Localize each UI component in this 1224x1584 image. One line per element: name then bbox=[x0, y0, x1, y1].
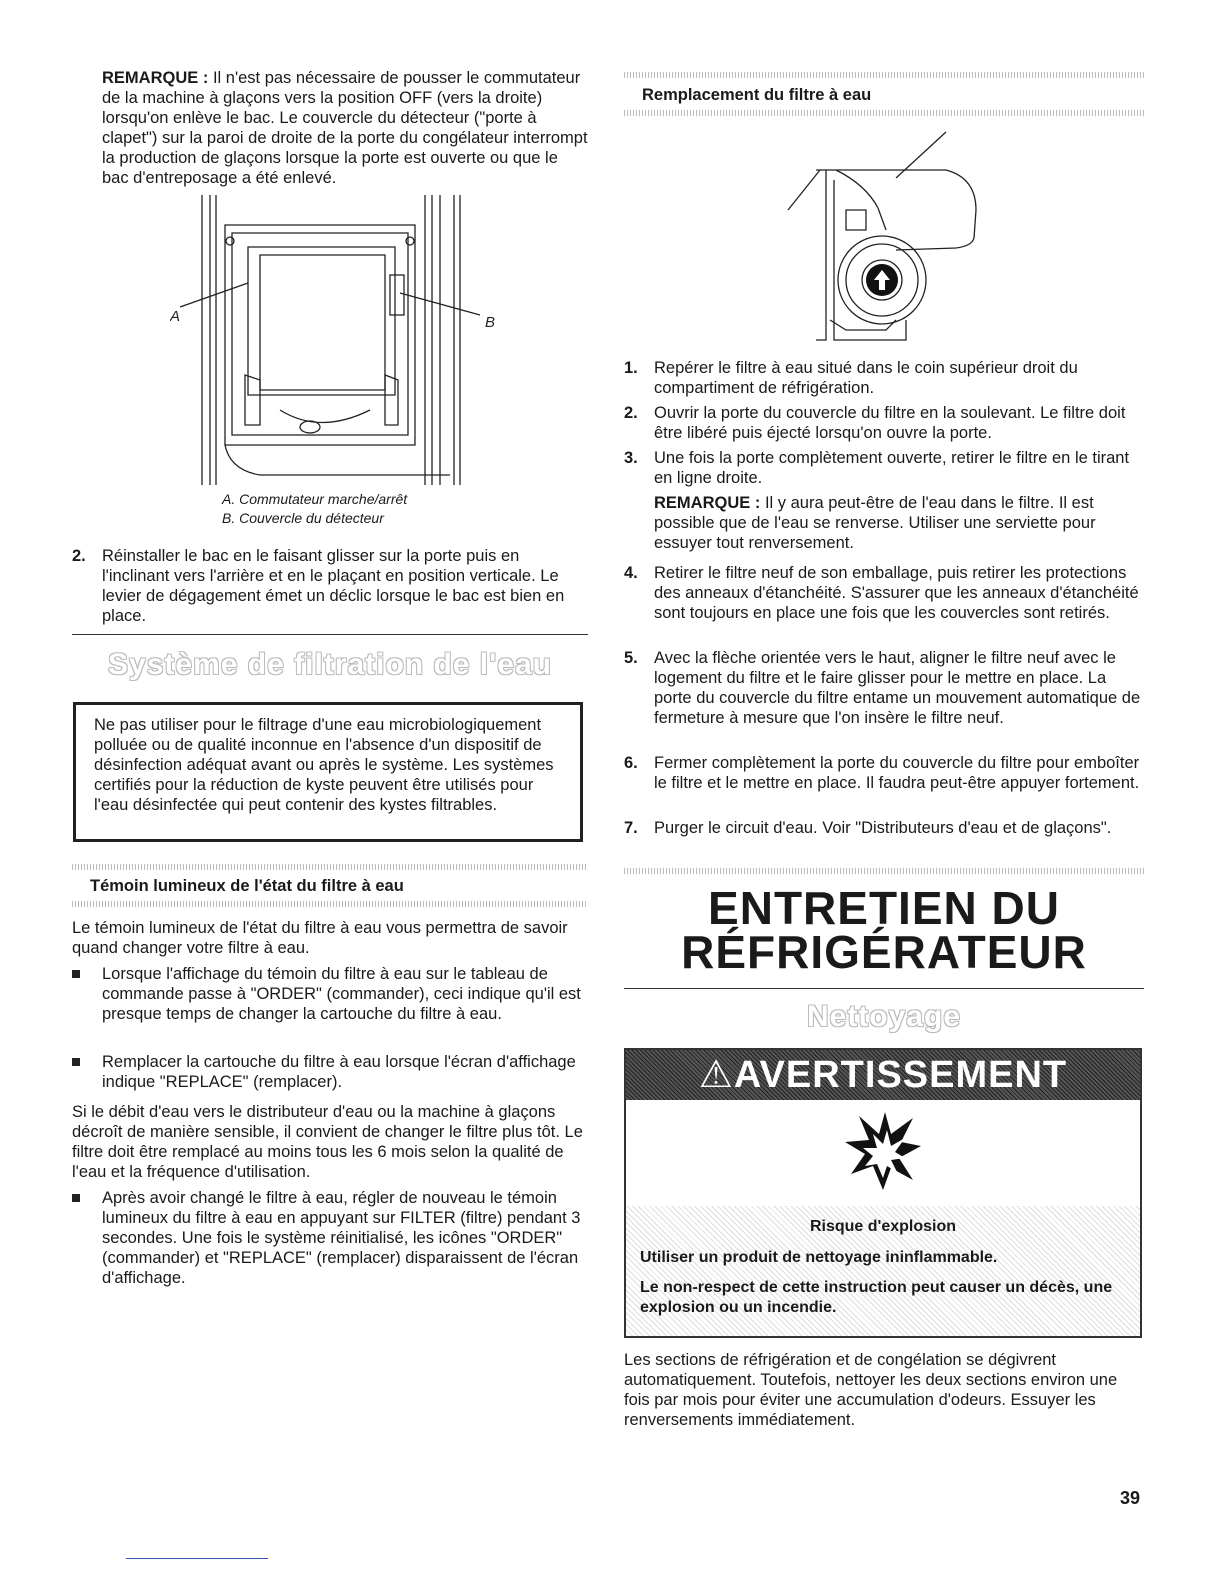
replacement-step-1 bbox=[624, 358, 1144, 398]
note-label: REMARQUE : bbox=[102, 69, 209, 87]
step-number: 7. bbox=[624, 819, 638, 837]
bullet-text: Après avoir changé le filtre à eau, régler de nouveau le témoin lumineux du filtre à eau en appuyant sur FILTER (filtre) pendant 3 secondes. Une fois le système réinitialisé, les icônes "ORDER" (commander) et "REPLACE" (remplacer) disparaissent de l'écran d'affichage. bbox=[102, 1189, 581, 1287]
replacement-step-7 bbox=[624, 818, 1144, 858]
step-text: Ouvrir la porte du couvercle du filtre en la soulevant. Le filtre doit être libéré puis éjecté lorsqu'on ouvre la porte. bbox=[654, 404, 1126, 442]
step-text: Retirer le filtre neuf de son emballage, puis retirer les protections des anneaux d'étanchéité. S'assurer que les anneaux d'étanchéité sont toujours en place une fois que les couvercles sont retirés. bbox=[654, 564, 1139, 622]
figure-caption bbox=[222, 490, 407, 528]
step-text: Une fois la porte complètement ouverte, retirer le filtre en le tirant en ligne droite. bbox=[654, 449, 1130, 487]
hatch-divider bbox=[624, 110, 1144, 116]
indicator-heading: Témoin lumineux de l'état du filtre à eau bbox=[90, 877, 404, 895]
warning-line-1: Utiliser un produit de nettoyage ininflammable. bbox=[640, 1249, 998, 1266]
replacement-step-3 bbox=[624, 448, 1144, 488]
note-text: Il y aura peut-être de l'eau dans le filtre. Il est possible que de l'eau se renverse. Utiliser une serviette pour essuyer tout renversement. bbox=[654, 494, 1096, 552]
replacement-note bbox=[654, 493, 1144, 553]
divider bbox=[72, 634, 588, 635]
step-number: 1. bbox=[624, 359, 638, 377]
replacement-heading: Remplacement du filtre à eau bbox=[642, 86, 872, 104]
caption-a: A. Commutateur marche/arrêt bbox=[222, 491, 408, 507]
step-text: Avec la flèche orientée vers le haut, aligner le filtre neuf avec le logement du filtre et le faire glisser pour le mettre en place. La porte du couvercle du filtre entame un mouvement automatique de fermeture à mesure que l'on insère le filtre neuf. bbox=[654, 649, 1141, 727]
left-step-2 bbox=[72, 546, 588, 628]
cleaning-paragraph: Les sections de réfrigération et de congélation se dégivrent automatiquement. Toutefois, nettoyer les deux sections environ une fois par mois pour éviter une accumulation d'odeurs. Essuyer les renversements immédiatement. bbox=[624, 1351, 1118, 1429]
divider bbox=[624, 988, 1144, 989]
replacement-step-5 bbox=[624, 648, 1144, 748]
bullet-text: Lorsque l'affichage du témoin du filtre à eau sur le tableau de commande passe à "ORDER" (commander), ceci indique qu'il est presque temps de changer la cartouche du filtre à eau. bbox=[102, 965, 581, 1023]
caption-b: B. Couvercle du détecteur bbox=[222, 510, 384, 526]
note-paragraph bbox=[102, 68, 588, 188]
hatch-divider bbox=[72, 901, 588, 907]
risk-heading: Risque d'explosion bbox=[809, 1218, 957, 1235]
bullet-marker bbox=[72, 970, 80, 978]
step-text: Réinstaller le bac en le faisant glisser sur la porte puis en l'inclinant vers l'arrière et en le plaçant en position verticale. Le levier de dégagement émet un déclic lorsque le bac est bien en place. bbox=[102, 547, 565, 625]
indicator-bullet-3 bbox=[72, 1188, 588, 1290]
replacement-step-4 bbox=[624, 563, 1144, 643]
footer-line bbox=[126, 1558, 268, 1559]
filtration-section-title: Système de filtration de l'eau bbox=[108, 648, 552, 681]
step-number: 2. bbox=[72, 547, 86, 565]
step-number: 5. bbox=[624, 649, 638, 667]
step-text: Fermer complètement la porte du couvercle du filtre pour emboîter le filtre et le mettre en place. Il faudra peut-être appuyer fortement. bbox=[654, 754, 1140, 792]
bullet-text: Remplacer la cartouche du filtre à eau lorsque l'écran d'affichage indique "REPLACE" (remplacer). bbox=[102, 1053, 576, 1091]
warning-triangle-icon: ⚠ bbox=[698, 1054, 734, 1096]
hatch-divider bbox=[624, 72, 1144, 78]
figure-label-a: A bbox=[170, 308, 181, 325]
note-text: Il n'est pas nécessaire de pousser le commutateur de la machine à glaçons vers la position OFF (vers la droite) lorsqu'on enlève le bac. Le couvercle du détecteur ("porte à clapet") sur la paroi de droite de la porte du congélateur interrompt la production de glaçons lorsque la porte est ouverte ou que le bac d'entreposage a été enlevé. bbox=[102, 69, 588, 187]
replacement-step-2 bbox=[624, 403, 1144, 443]
indicator-bullet-1 bbox=[72, 964, 588, 1046]
step-number: 4. bbox=[624, 564, 638, 582]
warning-panel bbox=[624, 1048, 1142, 1338]
step-number: 6. bbox=[624, 754, 638, 772]
filtration-warning-box bbox=[73, 702, 583, 842]
bullet-marker bbox=[72, 1058, 80, 1066]
indicator-bullet-2 bbox=[72, 1052, 588, 1094]
maintenance-title-line1: ENTRETIEN DU bbox=[708, 882, 1060, 934]
warning-line-2: Le non-respect de cette instruction peut causer un décès, une explosion ou un incendie. bbox=[640, 1279, 1113, 1316]
water-filter-figure bbox=[786, 130, 982, 352]
replacement-step-6 bbox=[624, 753, 1144, 813]
filtration-warning-text: Ne pas utiliser pour le filtrage d'une eau microbiologiquement polluée ou de qualité inconnue en l'absence d'un dispositif de désinfection adéquat avant ou après le système. Les systèmes certifiés pour la réduction de kyste peuvent être utilisés pour l'eau désinfectée qui peut contenir des kystes filtrables. bbox=[94, 716, 554, 814]
note-label: REMARQUE : bbox=[654, 494, 761, 512]
warning-header bbox=[626, 1050, 1140, 1100]
step-text: Purger le circuit d'eau. Voir "Distributeurs d'eau et de glaçons". bbox=[654, 819, 1112, 837]
warning-text-area bbox=[626, 1206, 1140, 1336]
ice-bin-figure bbox=[170, 195, 500, 485]
warning-symbol-area bbox=[626, 1100, 1140, 1209]
page-number: 39 bbox=[1120, 1488, 1141, 1508]
maintenance-title bbox=[624, 882, 1144, 978]
indicator-intro: Le témoin lumineux de l'état du filtre à eau vous permettra de savoir quand changer votre filtre à eau. bbox=[72, 919, 568, 957]
explosion-icon bbox=[843, 1110, 923, 1194]
step-number: 3. bbox=[624, 449, 638, 467]
figure-label-b: B bbox=[485, 314, 496, 331]
hatch-divider bbox=[72, 864, 588, 870]
step-number: 2. bbox=[624, 404, 638, 422]
indicator-paragraph: Si le débit d'eau vers le distributeur d'eau ou la machine à glaçons décroît de manière sensible, il convient de changer le filtre plus tôt. Le filtre doit être remplacé au moins tous les 6 mois selon la qualité de l'eau et la fréquence d'utilisation. bbox=[72, 1103, 583, 1181]
maintenance-title-line2: RÉFRIGÉRATEUR bbox=[681, 926, 1087, 978]
cleaning-subtitle: Nettoyage bbox=[806, 1000, 962, 1033]
warning-header-text: AVERTISSEMENT bbox=[733, 1054, 1068, 1096]
hatch-divider bbox=[624, 868, 1144, 874]
step-text: Repérer le filtre à eau situé dans le coin supérieur droit du compartiment de réfrigération. bbox=[654, 359, 1078, 397]
bullet-marker bbox=[72, 1194, 80, 1202]
